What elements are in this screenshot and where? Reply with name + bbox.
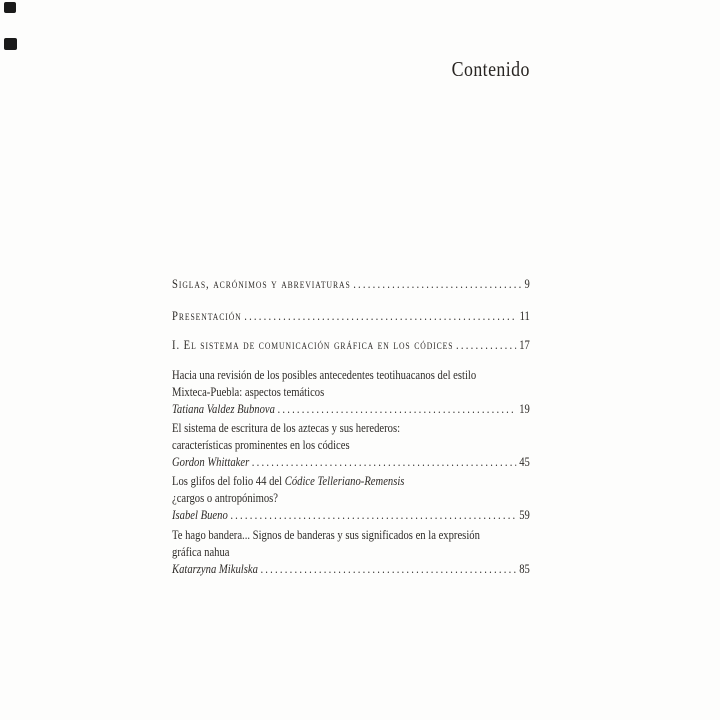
dot-leader <box>456 337 516 354</box>
toc-entry-label: Siglas, acrónimos y abreviaturas <box>172 277 351 291</box>
dot-leader <box>353 276 521 293</box>
page-title: Contenido <box>451 57 530 81</box>
toc-entry-label: Presentación <box>172 309 242 323</box>
toc-entry-author: Katarzyna Mikulska <box>172 562 258 576</box>
toc-entry-title-line1 <box>172 473 530 490</box>
toc-entry-title-line2: Mixteca-Puebla: aspectos temáticos <box>172 385 325 399</box>
toc-entry-title-line1: Hacia una revisión de los posibles antecedentes teotihuacanos del estilo <box>172 368 477 382</box>
toc-entry-presentacion <box>172 308 530 325</box>
toc-entry-title-line2: gráfica nahua <box>172 545 230 559</box>
page-number: 45 <box>519 455 530 469</box>
toc-entry-author: Isabel Bueno <box>172 508 228 522</box>
toc-entry-title-line1: El sistema de escritura de los aztecas y sus herederos: <box>172 421 401 435</box>
dot-leader <box>277 401 515 418</box>
page-number: 9 <box>524 277 530 291</box>
toc-text-column <box>172 0 530 720</box>
toc-entry-article <box>172 473 530 524</box>
page-number: 59 <box>519 508 530 522</box>
page-number: 19 <box>519 402 530 416</box>
toc-entry-article <box>172 367 530 418</box>
toc-entry-title-line2: ¿cargos o antropónimos? <box>172 491 279 505</box>
toc-entry-article <box>172 527 530 578</box>
toc-entry-title-line1: Te hago bandera... Signos de banderas y sus significados en la expresión <box>172 528 480 542</box>
page-number: 85 <box>519 562 530 576</box>
toc-entry-title-italic: Códice Telleriano-Remensis <box>284 474 405 488</box>
toc-entry-section-1 <box>172 337 530 354</box>
toc-entry-label: I. El sistema de comunicación gráfica en los códices <box>172 338 454 352</box>
toc-entry-article <box>172 420 530 471</box>
toc-entry-author: Gordon Whittaker <box>172 455 250 469</box>
page-number: 17 <box>519 338 530 352</box>
page-number: 11 <box>519 309 530 323</box>
scan-artifact-top <box>4 2 16 13</box>
dot-leader <box>260 561 515 578</box>
toc-entry-title-plain: Los glifos del folio 44 del <box>172 474 285 488</box>
toc-entry-author: Tatiana Valdez Bubnova <box>172 402 275 416</box>
toc-entry-title-line2: características prominentes en los códices <box>172 438 350 452</box>
dot-leader <box>230 507 516 524</box>
dot-leader <box>244 308 516 325</box>
dot-leader <box>252 454 516 471</box>
toc-entry-siglas <box>172 276 530 293</box>
scan-artifact-bottom <box>4 38 17 50</box>
